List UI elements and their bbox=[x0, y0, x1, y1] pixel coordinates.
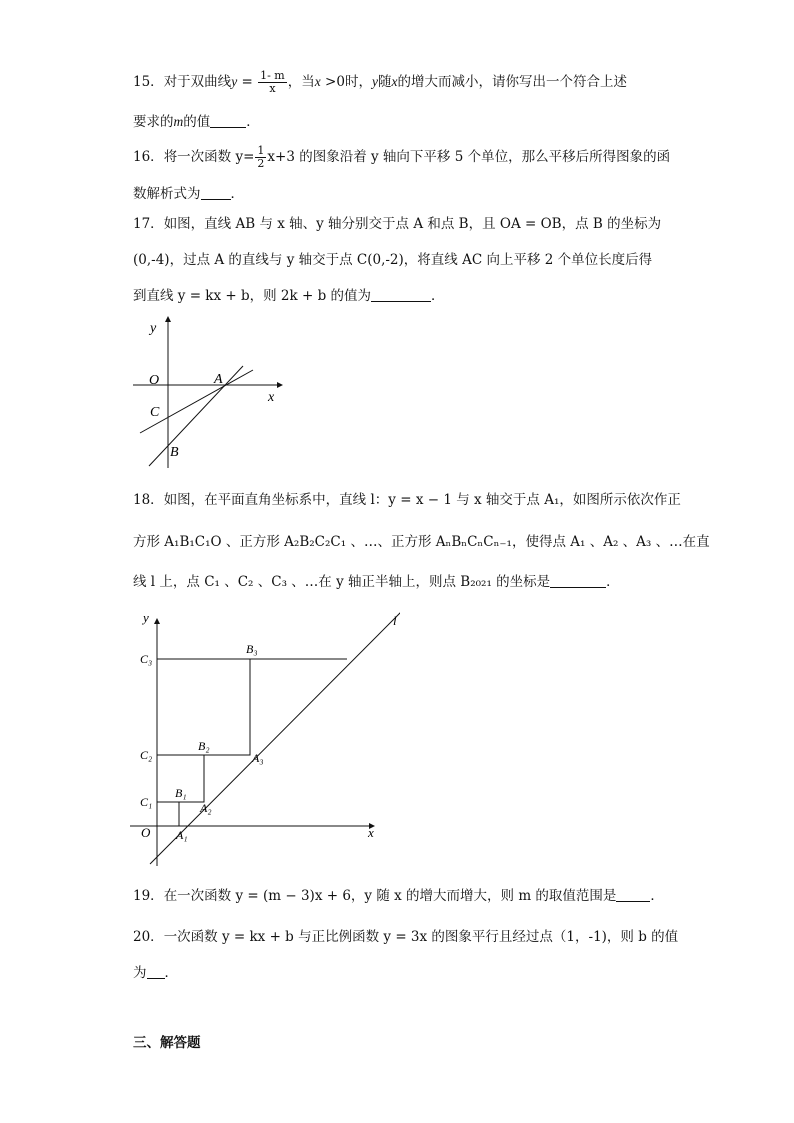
fig2-label-B3: B₃ bbox=[246, 642, 258, 656]
figure-q18 bbox=[125, 598, 400, 870]
fig1-label-x: x bbox=[268, 390, 275, 405]
fig2-label-B2: B₂ bbox=[198, 739, 210, 753]
fig1-label-C: C bbox=[150, 405, 160, 420]
q15-line1: 15．对于双曲线y = $\frac{1- m}{x}$ ，当x >0时，y随x的增大而减小，请你写出一个符合上述 bbox=[133, 69, 627, 95]
line-AB bbox=[149, 366, 243, 466]
fig2-label-x: x bbox=[368, 825, 374, 840]
fig2-label-B1: B₁ bbox=[175, 786, 187, 800]
q15-line2: 要求的m的值 ． bbox=[133, 114, 260, 130]
fig2-label-A3: A₃ bbox=[252, 751, 264, 765]
q18-line3: 线 l 上，点 C₁ 、C₂ 、C₃ 、…在 y 轴正半轴上，则点 B₂₀₂₁ 的坐标是 ． bbox=[133, 574, 620, 590]
q20-line1: 20．一次函数 y = kx + b 与正比例函数 y = 3x 的图象平行且经过点（1，-1)，则 b 的值 bbox=[133, 929, 679, 945]
q15-answer-blank[interactable] bbox=[210, 113, 246, 128]
fig2-label-C2: C₂ bbox=[140, 748, 153, 762]
fig1-label-O: O bbox=[149, 373, 160, 388]
q17-line2: (0,-4)，过点 A 的直线与 y 轴交于点 C(0,-2)，将直线 AC 向上平移 2 个单位长度后得 bbox=[133, 252, 653, 268]
q17-line1: 17．如图，直线 AB 与 x 轴、y 轴分别交于点 A 和点 B，且 OA = OB，点 B 的坐标为 bbox=[133, 216, 662, 232]
q20-line2: 为 ． bbox=[133, 965, 178, 981]
q19-line1: 19．在一次函数 y = (m − 3)x + 6，y 随 x 的增大而增大，则 m 的取值范围是 ． bbox=[133, 888, 664, 904]
fig2-label-A2: A₂ bbox=[200, 801, 212, 815]
fig1-label-y: y bbox=[150, 321, 157, 336]
fig2-label-y: y bbox=[143, 610, 149, 625]
fig1-label-B: B bbox=[170, 445, 179, 460]
q16-line1: 16．将一次函数 y= $\frac{1}{2}$ x+3 的图象沿着 y 轴向下平移 5 个单位，那么平移后所得图象的函 bbox=[133, 144, 671, 170]
fig1-label-A: A bbox=[214, 372, 223, 387]
fig2-label-C3: C₃ bbox=[140, 652, 153, 666]
q17-line3: 到直线 y = kx + b，则 2k + b 的值为 ． bbox=[133, 288, 445, 304]
q15-fraction: $\frac{1- m}{x}$ bbox=[260, 69, 285, 95]
fig2-label-l: l bbox=[393, 613, 397, 628]
fig1-x-arrow bbox=[277, 382, 283, 388]
q16-line2: 数解析式为 ． bbox=[133, 186, 244, 202]
q20-answer-blank[interactable] bbox=[147, 964, 165, 979]
figure-q17 bbox=[125, 308, 295, 473]
fig2-label-C1: C₁ bbox=[140, 795, 153, 809]
q16-answer-blank[interactable] bbox=[201, 185, 231, 200]
fig2-label-A1: A₁ bbox=[176, 828, 188, 842]
q18-answer-blank[interactable] bbox=[550, 573, 606, 588]
q18-line2: 方形 A₁B₁C₁O 、正方形 A₂B₂C₂C₁ 、…、正方形 AₙBₙCₙCₙ₋₁，使得点 A₁ 、A₂ 、A₃ 、…在直 bbox=[133, 534, 710, 550]
fig1-y-arrow bbox=[165, 316, 171, 322]
q16-fraction: $\frac{1}{2}$ bbox=[257, 144, 265, 170]
q17-answer-blank[interactable] bbox=[371, 287, 431, 302]
fig2-y-arrow bbox=[154, 618, 160, 624]
section-heading: 三、解答题 bbox=[133, 1035, 201, 1051]
fig2-label-O: O bbox=[141, 825, 151, 840]
square-1 bbox=[157, 802, 179, 826]
q19-answer-blank[interactable] bbox=[616, 887, 650, 902]
q18-line1: 18．如图，在平面直角坐标系中，直线 l：y = x − 1 与 x 轴交于点 A₁，如图所示依次作正 bbox=[133, 492, 681, 508]
